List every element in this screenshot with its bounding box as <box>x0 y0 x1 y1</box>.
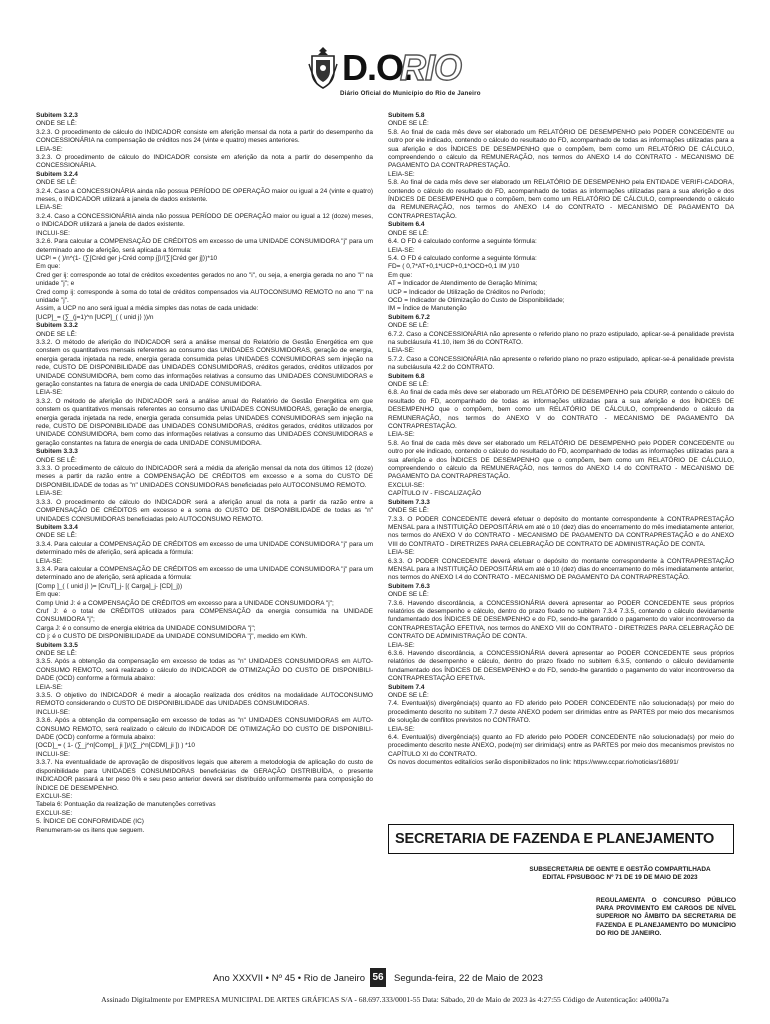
paragraph: ONDE SE LÊ: <box>388 692 429 700</box>
paragraph: CAPÍTULO IV - FISCALIZAÇÃO <box>388 490 482 498</box>
paragraph: LEIA-SE: <box>36 490 63 498</box>
paragraph: LEIA-SE: <box>388 549 415 557</box>
section-banner <box>388 824 734 854</box>
paragraph: 5. ÍNDICE DE CONFORMIDADE (IC) <box>36 818 144 826</box>
paragraph: Cruf J: é o total de CRÉDITOS utilizados para COMPENSAÇÃO da energia consumida na UNIDADE CONSUMIDORA "j"; <box>36 607 373 624</box>
paragraph: 6.3.6. Havendo discordância, a CONCESSIONÁRIA deverá apresentar ao PODER CONCEDENTE seus próprios relatórios de desempenho e cálculo, dentro do prazo fixado no subitem 6.3.5, contendo o cálculo devidamente fundamentado dos ÍNDICES DE DESEMPENHO e do FD, sendo-lhe garantido o pagamento do valor incontroverso da CONTRAPRESTAÇÃO EFETIVA. <box>388 650 734 683</box>
paragraph: ONDE SE LÊ: <box>388 591 429 599</box>
subitem-heading: Subitem 6.7.2 <box>388 313 430 321</box>
subitem-heading: Subitem 3.2.3 <box>36 112 78 119</box>
paragraph: AT = Indicador de Atendimento de Geração Mínima; <box>388 280 538 288</box>
city-crest-icon <box>308 46 338 90</box>
paragraph: 3.3.4. Para calcular a COMPENSAÇÃO DE CRÉDITOS em excesso de uma UNIDADE CONSUMIDORA "j" para um determinado mês de aferição, será aplicada a fórmula: <box>36 540 373 557</box>
left-column <box>36 112 373 835</box>
paragraph: ONDE SE LÊ: <box>36 532 77 540</box>
paragraph: LEIA-SE: <box>36 683 63 691</box>
paragraph: LEIA-SE: <box>36 145 63 153</box>
paragraph: EXCLUI-SE: <box>36 792 73 800</box>
paragraph: ONDE SE LÊ: <box>36 330 77 338</box>
paragraph: Renumeram-se os itens que seguem. <box>36 826 145 834</box>
paragraph: LEIA-SE: <box>388 170 415 178</box>
paragraph: IM = Índice de Manutenção <box>388 305 467 313</box>
paragraph: INCLUI-SE: <box>36 708 70 716</box>
paragraph: 3.3.3. O procedimento de cálculo do INDICADOR será a média da aferição mensal da nota dos últimos 12 (doze) meses a partir da razão entre a COMPENSAÇÃO DE CRÉDITOS em excesso e a soma do CUSTO DE DISPONIBILIDADE de todas as "n" UNIDADES CONSUMIDORAS beneficiadas pelo AUTOCONSUMO REMOTO. <box>36 465 373 489</box>
digital-signature: Assinado Digitalmente por EMPRESA MUNICIPAL DE ARTES GRÁFICAS S/A - 68.697.333/0001-55 Data: Sábado, 20 de Maio de 2023 às 4:27:55 Código de Autenticação: a4000a7a <box>101 995 669 1004</box>
subitem-heading: Subitem 7.6.3 <box>388 582 430 590</box>
paragraph: 6.8. Ao final de cada mês deve ser elaborado um RELATÓRIO DE DESEMPENHO pela CDURP, contendo o cálculo do resultado do FD, acompanhado de todas as informações utilizadas para a sua aferição e dos ÍNDICES DE DESEMPENHO que o compõem, bem como um RELATÓRIO DE CÁLCULO, compreendendo o cálculo da REMUNERAÇÃO, nos termos do ANEXO V do CONTRATO - MECANISMO DE PAGAMENTO DA CONTRAPRESTAÇÃO. <box>388 389 734 431</box>
paragraph: Assim, a UCP no ano será igual a média simples das notas de cada unidade: <box>36 305 259 313</box>
paragraph: LEIA-SE: <box>388 246 415 254</box>
paragraph: 3.2.4. Caso a CONCESSIONÁRIA ainda não possua PERÍODO DE OPERAÇÃO maior ou igual a 12 (doze) meses, o INDICADOR utilizará a janela de dados existente. <box>36 212 373 229</box>
subsecretaria-name: SUBSECRETARIA DE GENTE E GESTÃO COMPARTILHADA <box>529 866 711 873</box>
masthead-subtitle: Diário Oficial do Município do Rio de Janeiro <box>340 90 481 97</box>
subitem-heading: Subitem 6.4 <box>388 221 425 229</box>
paragraph: ONDE SE LÊ: <box>36 456 77 464</box>
paragraph: 3.2.4. Caso a CONCESSIONÁRIA ainda não possua PERÍODO DE OPERAÇÃO maior ou igual a 24 (vinte e quatro) meses, o INDICADOR utilizará a janela de dados existente. <box>36 187 373 204</box>
paragraph: 3.3.3. O procedimento de cálculo do INDICADOR será a aferição anual da nota a partir da razão entre a COMPENSAÇÃO DE CRÉDITOS em excesso e a soma do CUSTO DE DISPONIBILIDADE de todas as "n" UNIDADES CONSUMIDORAS beneficiadas pelo AUTOCONSUMO REMOTO. <box>36 498 373 523</box>
paragraph: LEIA-SE: <box>388 347 415 355</box>
masthead-title: D.O. <box>342 47 413 88</box>
paragraph: ONDE SE LÊ: <box>388 229 429 237</box>
paragraph: CD j: é o CUSTO DE DISPONIBILIDADE da UNIDADE CONSUMIDORA "j", medido em KWh. <box>36 633 308 641</box>
subitem-heading: Subitem 3.3.2 <box>36 322 78 330</box>
paragraph: [UCP]_= (∑_(j=1)^n [UCP]_( ⟨ unid j⟩ ))/n <box>36 313 154 321</box>
paragraph: 5.8. Ao final de cada mês deve ser elaborado um RELATÓRIO DE DESEMPENHO pelo PODER CONCEDENTE ou outro por ele indicado, contendo o cálculo do resultado do FD, acompanhado de todas as informações utilizadas para a sua aferição e dos ÍNDICES DE DESEMPENHO que o compõem, bem como um RELATÓRIO DE CÁLCULO, compreendendo o cálculo da REMUNERAÇÃO, nos termos do ANEXO I.4 do CONTRATO - MECANISMO DE PAGAMENTO DA CONTRAPRESTAÇÃO. <box>388 439 734 481</box>
paragraph: FD= ( 0,7*AT+0,1*UCP+0,1*OCD+0,1 IM )/10 <box>388 263 520 271</box>
edital-summary: REGULAMENTA O CONCURSO PÚBLICO PARA PROVIMENTO EM CARGOS DE NÍVEL SUPERIOR NO ÂMBITO DA SECRETARIA DE FAZENDA E PLANEJAMENTO DO MUNICÍPIO DO RIO DE JANEIRO. <box>596 897 736 937</box>
masthead-rio-logo: RIO <box>400 47 462 88</box>
right-column <box>388 112 734 768</box>
paragraph: 5.8. Ao final de cada mês deve ser elaborado um RELATÓRIO DE DESEMPENHO pela ENTIDADE VERIFI-CADORA, contendo o cálculo do resultado do FD, acompanhado de todas as informações utilizadas para a sua aferição e dos ÍNDICES DE DESEMPENHO que o compõem, bem como um RELATÓRIO DE CÁLCULO, compreendendo o cálculo da REMUNERAÇÃO, nos termos do ANEXO I.4 do CONTRATO - MECANISMO DE PAGAMENTO DA CONTRAPRESTAÇÃO. <box>388 179 734 220</box>
paragraph: 6.4. O FD é calculado conforme a seguinte fórmula: <box>388 238 537 246</box>
subitem-heading: Subitem 3.3.5 <box>36 641 78 649</box>
paragraph: 3.3.4. Para calcular a COMPENSAÇÃO DE CRÉDITOS em excesso de uma UNIDADE CONSUMIDORA "j" para um determinado ano de aferição, será aplicada a fórmula: <box>36 565 373 582</box>
paragraph: Comp Unid J: é a COMPENSAÇÃO DE CRÉDITOS em excesso para a UNIDADE CONSUMIDORA "j"; <box>36 599 334 607</box>
paragraph: EXCLUI-SE: <box>36 809 73 817</box>
page-footer <box>0 967 770 987</box>
edital-number: EDITAL FP/SUBGGC Nº 71 DE 19 DE MAIO DE 2023 <box>542 874 698 882</box>
paragraph: LEIA-SE: <box>36 557 63 565</box>
paragraph: LEIA-SE: <box>36 389 63 397</box>
paragraph: ONDE SE LÊ: <box>388 381 429 388</box>
paragraph: ONDE SE LÊ: <box>36 120 77 128</box>
publication-date: Segunda-feira, 22 de Maio de 2023 <box>394 973 543 984</box>
paragraph: LEIA-SE: <box>388 431 415 439</box>
masthead <box>0 40 770 115</box>
subitem-heading: Subitem 7.4 <box>388 683 425 691</box>
paragraph: 6.4. Eventual(is) divergência(s) quanto ao FD aferido pelo PODER CONCEDENTE não solucionada(s) por meio do procedimento descrito neste ANEXO, pode(m) ser dirimida(s) entre as PARTES por meio dos mecanismos previstos no CAPÍTULO XI do CONTRATO. <box>388 734 734 758</box>
edition-info: Ano XXXVII • Nº 45 • Rio de Janeiro <box>212 973 365 984</box>
subitem-heading: Subitem 6.8 <box>388 372 425 380</box>
paragraph: Tabela 6: Pontuação da realização de manutenções corretivas <box>36 801 216 809</box>
page-number: 56 <box>370 968 386 987</box>
paragraph: 3.3.6. Após a obtenção da compensação em excesso de todas as "n" UNIDADES CONSUMIDORAS em AUTO-CONSUMO REMOTO, será realizado o cálculo do INDICADOR DE OTIMIZAÇÃO DO CUSTO DE DISPONIBILI-DADE (OCD) conforme a fórmula abaixo: <box>36 717 373 742</box>
subitem-heading: Subitem 3.3.4 <box>36 523 78 531</box>
paragraph: UCP = Indicador de Utilização de Créditos no Período; <box>388 288 546 296</box>
paragraph: ONDE SE LÊ: <box>36 179 77 187</box>
paragraph: Em que: <box>36 263 61 271</box>
paragraph: 5.8. Ao final de cada mês deve ser elaborado um RELATÓRIO DE DESEMPENHO pelo PODER CONCEDENTE ou outro por ele indicado, contendo o cálculo do resultado do FD, acompanhado de todas as informações utilizadas para a sua aferição e dos ÍNDICES DE DESEMPENHO que o compõem, bem como um RELATÓRIO DE CÁLCULO, compreendendo o cálculo da REMUNERAÇÃO, nos termos do ANEXO I.4 do CONTRATO - MECANISMO DE PAGAMENTO DA CONTRAPRESTAÇÃO. <box>388 128 734 170</box>
paragraph: Os novos documentos editalícios serão disponibilizados no link: https://www.ccpar.rio/noticias/16891/ <box>388 759 679 767</box>
paragraph: ONDE SE LÊ: <box>388 120 429 128</box>
paragraph: 6.7.2. Caso a CONCESSIONÁRIA não apresente o referido plano no prazo estipulado, aplicar-se-á penalidade prevista na subcláusula 41.10, item 36 do CONTRATO. <box>388 330 734 346</box>
paragraph: 3.3.5. Após a obtenção da compensação em excesso de todas as "n" UNIDADES CONSUMIDORAS em AUTO-CONSUMO REMOTO, será realizado o cálculo do INDICADOR de OTIMIZAÇÃO DO CUSTO DE DISPONIBILI-DADE (OCD) conforme a fórmula abaixo: <box>36 658 373 683</box>
paragraph: 3.3.7. Na eventualidade de aprovação de dispositivos legais que alterem a metodologia de aplicação do custo de disponibilidade para UNIDADES CONSUMIDORAS beneficiárias de GERAÇÃO DISTRIBUÍDA, o presente INDICADOR passará a ter peso 0% e seu peso anterior deverá ser distribuído uniformemente para composição do ÍNDICE DE DESEMPENHO. <box>36 759 373 792</box>
paragraph: INCLUI-SE: <box>36 750 70 758</box>
paragraph: 3.3.2. O método de aferição do INDICADOR será a análise anual do Relatório de Gestão Energética em que constem os quantitativos mensais referentes ao consumo das UNIDADES CONSUMIDORAS, geração de energia, energia gerada injetada na rede, energia gerada consumida pelas UNIDADES CONSUMIDORAS sem injeção na rede, CUSTO DE DISPONIBILIDADE das UNIDADES CONSUMIDORAS, créditos gerados, créditos utilizados por UNIDADE CONSUMIDORA, bem como das informações relativas a consumo das UNIDADES CONSUMIDORAS e geração constantes na fatura de energia de cada UNIDADE CONSUMIDORA. <box>36 397 373 447</box>
paragraph: ONDE SE LÊ: <box>388 507 429 515</box>
paragraph: 6.3.3. O PODER CONCEDENTE deverá efetuar o depósito do montante correspondente à CONTRAPRESTAÇÃO MENSAL para a INSTITUIÇÃO DEPOSITÁRIA em até o 10 (dez) dias do encerramento do mês imediatamente anterior, nos termos do ANEXO I.4 do CONTRATO - MECANISMO DE PAGAMENTO DA CONTRAPRESTAÇÃO. <box>388 557 734 582</box>
paragraph: 5.4. O FD é calculado conforme a seguinte fórmula: <box>388 254 537 262</box>
subitem-heading: Subitem 7.3.3 <box>388 498 430 506</box>
paragraph: 7.3.6. Havendo discordância, a CONCESSIONÁRIA deverá apresentar ao PODER CONCEDENTE seus próprios relatórios de desempenho e cálculo, dentro do prazo fixado no subitem 7.3.4 7.3.5, contendo o cálculo devidamente fundamentado dos ÍNDICES DE DESEMPENHO e do FD, sendo-lhe garantido o pagamento do valor incontroverso da CONTRAPRESTAÇÃO EFETIVA, nos termos do ANEXO VIII do CONTRATO - DIRETRIZES PARA CELEBRAÇÃO DE CONTRATO DE ADMINISTRAÇÃO DE CONTA. <box>388 599 734 641</box>
paragraph: INCLUI-SE: <box>36 229 70 237</box>
paragraph: UCPʲ = ( )/n^(1- ⟨∑[Créd ger j-Créd comp j]⟩/⟨∑[Créd ger j]⟩)*10 <box>36 254 218 262</box>
paragraph: 3.3.5. O objetivo do INDICADOR é medir a alocação realizada dos créditos na modalidade AUTOCONSUMO REMOTO considerando o CUSTO DE DISPONIBILIDADE das UNIDADES CONSUMIDORAS. <box>36 692 373 708</box>
paragraph: Carga J: é o consumo de energia elétrica da UNIDADE CONSUMIDORA "j"; <box>36 624 256 632</box>
paragraph: 3.3.2. O método de aferição do INDICADOR será a análise mensal do Relatório de Gestão Energética em que constem os quantitativos mensais referentes ao consumo das UNIDADES CONSUMIDORAS, geração de energia, energia gerada injetada na rede, energia gerada consumida pelas UNIDADES CONSUMIDORAS sem injeção na rede, CUSTO DE DISPONIBILIDADE das UNIDADES CONSUMIDORAS, créditos gerados, créditos utilizados por UNIDADE CONSUMIDORA, bem como das informações relativas a consumo das UNIDADES CONSUMIDORAS e geração constantes na fatura de energia de cada UNIDADE CONSUMIDORA. <box>36 338 373 388</box>
subitem-heading: Subitem 3.2.4 <box>36 170 78 178</box>
paragraph: Cred ger ij: corresponde ao total de créditos excedentes gerados no ano "i", ou seja, a energia gerada no ano "i" na unidade "j"; e <box>36 271 373 288</box>
subsecretaria-heading <box>505 866 735 882</box>
paragraph: [Comp ]_( ⟨ unid j⟩ )= [CruT]_j- [( Carga]_j- [CD]_j)) <box>36 582 183 590</box>
paragraph: ONDE SE LÊ: <box>36 650 77 657</box>
paragraph: Cred comp ij: corresponde à soma do total de créditos compensados via AUTOCONSUMO REMOTO no ano "i" na unidade "j". <box>36 288 373 304</box>
subitem-heading: Subitem 3.3.3 <box>36 448 78 456</box>
subitem-heading: Subitem 5.8 <box>388 112 425 119</box>
paragraph: Em que: <box>388 271 413 279</box>
paragraph: OCD = Indicador de Otimização do Custo de Disponibilidade; <box>388 296 565 304</box>
paragraph: 3.2.3. O procedimento de cálculo do INDICADOR consiste em aferição mensal da nota a partir do desempenho da CONCESSIONÁRIA na compensação de créditos nos 24 (vinte e quatro) meses anteriores. <box>36 128 373 145</box>
paragraph: 5.7.2. Caso a CONCESSIONÁRIA não apresente o referido plano no prazo estipulado, aplicar-se-á penalidade prevista na subcláusula 42.2 do CONTRATO. <box>388 355 734 372</box>
section-title: SECRETARIA DE FAZENDA E PLANEJAMENTO <box>395 831 715 847</box>
paragraph: LEIA-SE: <box>36 204 63 212</box>
paragraph: [OCD]_= ( 1- (∑_j^n[Comp]_ ji ])/(∑_j^n[CDM]_ji ]) ) *10 <box>36 742 195 750</box>
paragraph: ONDE SE LÊ: <box>388 322 429 330</box>
paragraph: 7.3.3. O PODER CONCEDENTE deverá efetuar o depósito do montante correspondente à CONTRAPRESTAÇÃO MENSAL para a INSTITUIÇÃO DEPOSITÁRIA em até o 10 (dez) dias do encerramento do mês imediatamente anterior, nos termos do ANEXO V do CONTRATO - MECANISMO DE PAGAMENTO DA CONTRAPRESTAÇÃO e do ANEXO VIII do CONTRATO - DIRETRIZES PARA CELEBRAÇÃO DE CONTRATO DE ADMINISTRAÇÃO DE CONTA. <box>388 515 734 548</box>
paragraph: 3.2.3. O procedimento de cálculo do INDICADOR consiste em aferição da nota a partir do desempenho da CONCESSIONÁRIA. <box>36 154 373 170</box>
paragraph: 7.4. Eventual(is) divergência(s) quanto ao FD aferido pelo PODER CONCEDENTE não solucionada(s) por meio do procedimento descrito no subitem 7.7 deste ANEXO podem ser dirimidas entre as PARTES por meio dos mecanismos de solução de conflitos previstos no CONTRATO. <box>388 700 734 725</box>
paragraph: Em que: <box>36 591 61 599</box>
paragraph: 3.2.6. Para calcular a COMPENSAÇÃO DE CRÉDITOS em excesso de uma UNIDADE CONSUMIDORA "j" para um determinado ano de aferição, será aplicada a fórmula: <box>36 238 373 254</box>
paragraph: LEIA-SE: <box>388 725 415 733</box>
paragraph: EXCLUI-SE: <box>388 481 425 489</box>
paragraph: LEIA-SE: <box>388 641 415 649</box>
